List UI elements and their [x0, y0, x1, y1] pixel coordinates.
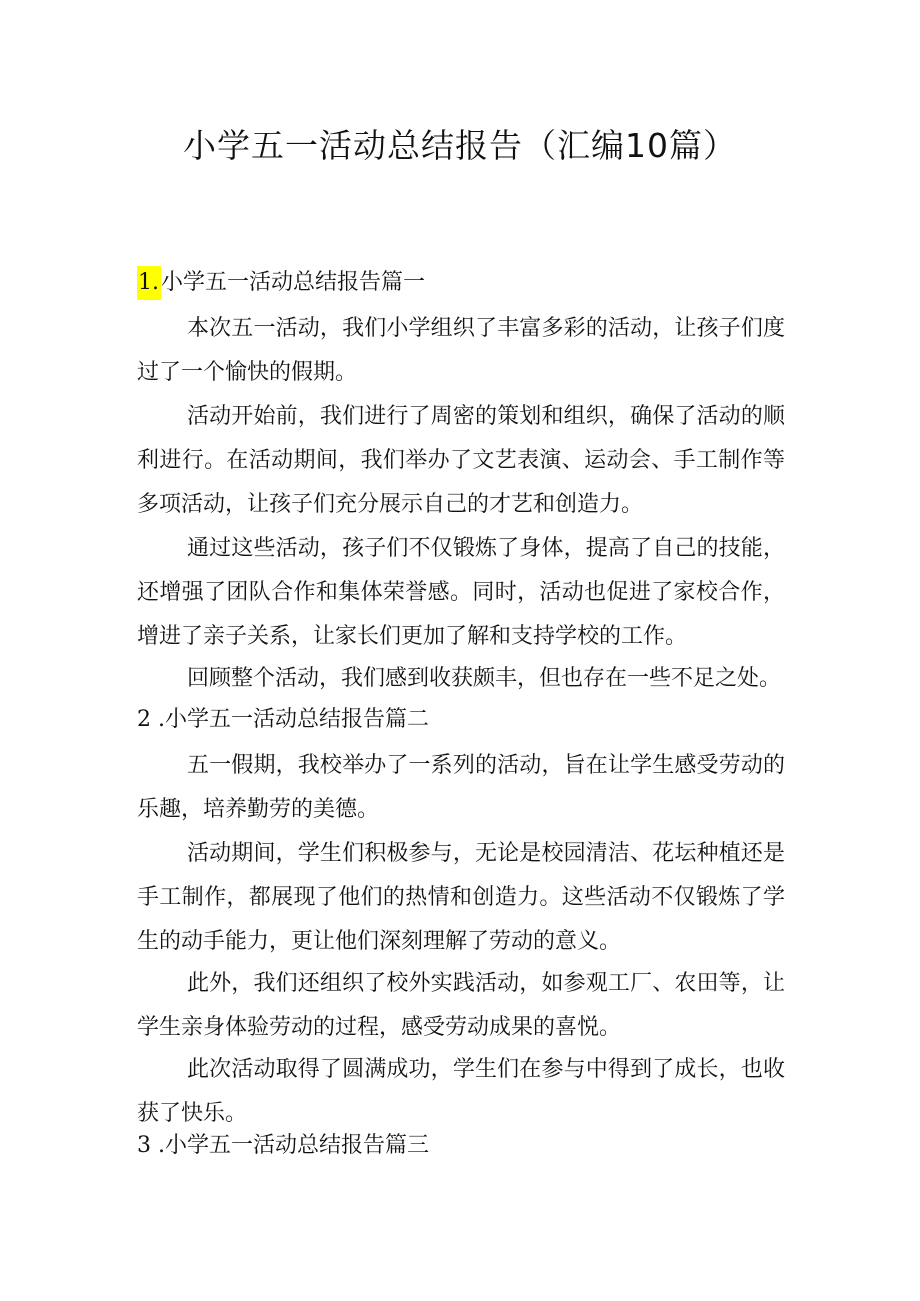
section-2-title: 小学五一活动总结报告篇二: [164, 707, 429, 732]
section-1-number: 1.: [137, 266, 161, 300]
section-2-paragraph-3: 此外，我们还组织了校外实践活动，如参观工厂、农田等，让学生亲身体验劳动的过程，感受劳动成果的喜悦。: [137, 971, 785, 1040]
section-2-paragraph-4: 此次活动取得了圆满成功，学生们在参与中得到了成长，也收获了快乐。: [137, 1057, 785, 1126]
section-1-paragraph-3: 通过这些活动，孩子们不仅锻炼了身体，提高了自己的技能，还增强了团队合作和集体荣誉感。同时，活动也促进了家校合作，增进了亲子关系，让家长们更加了解和支持学校的工作。: [137, 536, 785, 649]
document-title: 小学五一活动总结报告（汇编10篇）: [183, 126, 737, 165]
section-1-title: 小学五一活动总结报告篇一: [161, 270, 426, 295]
section-1-paragraph-1: 本次五一活动，我们小学组织了丰富多彩的活动，让孩子们度过了一个愉快的假期。: [137, 316, 785, 385]
section-3-number: 3 .: [137, 1133, 165, 1158]
section-3-title: 小学五一活动总结报告篇三: [164, 1133, 429, 1158]
section-2-heading: [137, 703, 797, 737]
section-2-number: 2 .: [137, 707, 165, 732]
section-1-paragraph-2: 活动开始前，我们进行了周密的策划和组织，确保了活动的顺利进行。在活动期间，我们举办了文艺表演、运动会、手工制作等多项活动，让孩子们充分展示自己的才艺和创造力。: [137, 404, 785, 517]
section-2-paragraph-2: 活动期间，学生们积极参与，无论是校园清洁、花坛种植还是手工制作，都展现了他们的热情和创造力。这些活动不仅锻炼了学生的动手能力，更让他们深刻理解了劳动的意义。: [137, 841, 785, 954]
section-1-paragraph-4: 回顾整个活动，我们感到收获颇丰，但也存在一些不足之处。: [187, 666, 782, 691]
section-2-paragraph-1: 五一假期，我校举办了一系列的活动，旨在让学生感受劳动的乐趣，培养勤劳的美德。: [137, 753, 785, 822]
section-3-heading: [137, 1129, 797, 1163]
section-1-heading: [137, 266, 797, 300]
